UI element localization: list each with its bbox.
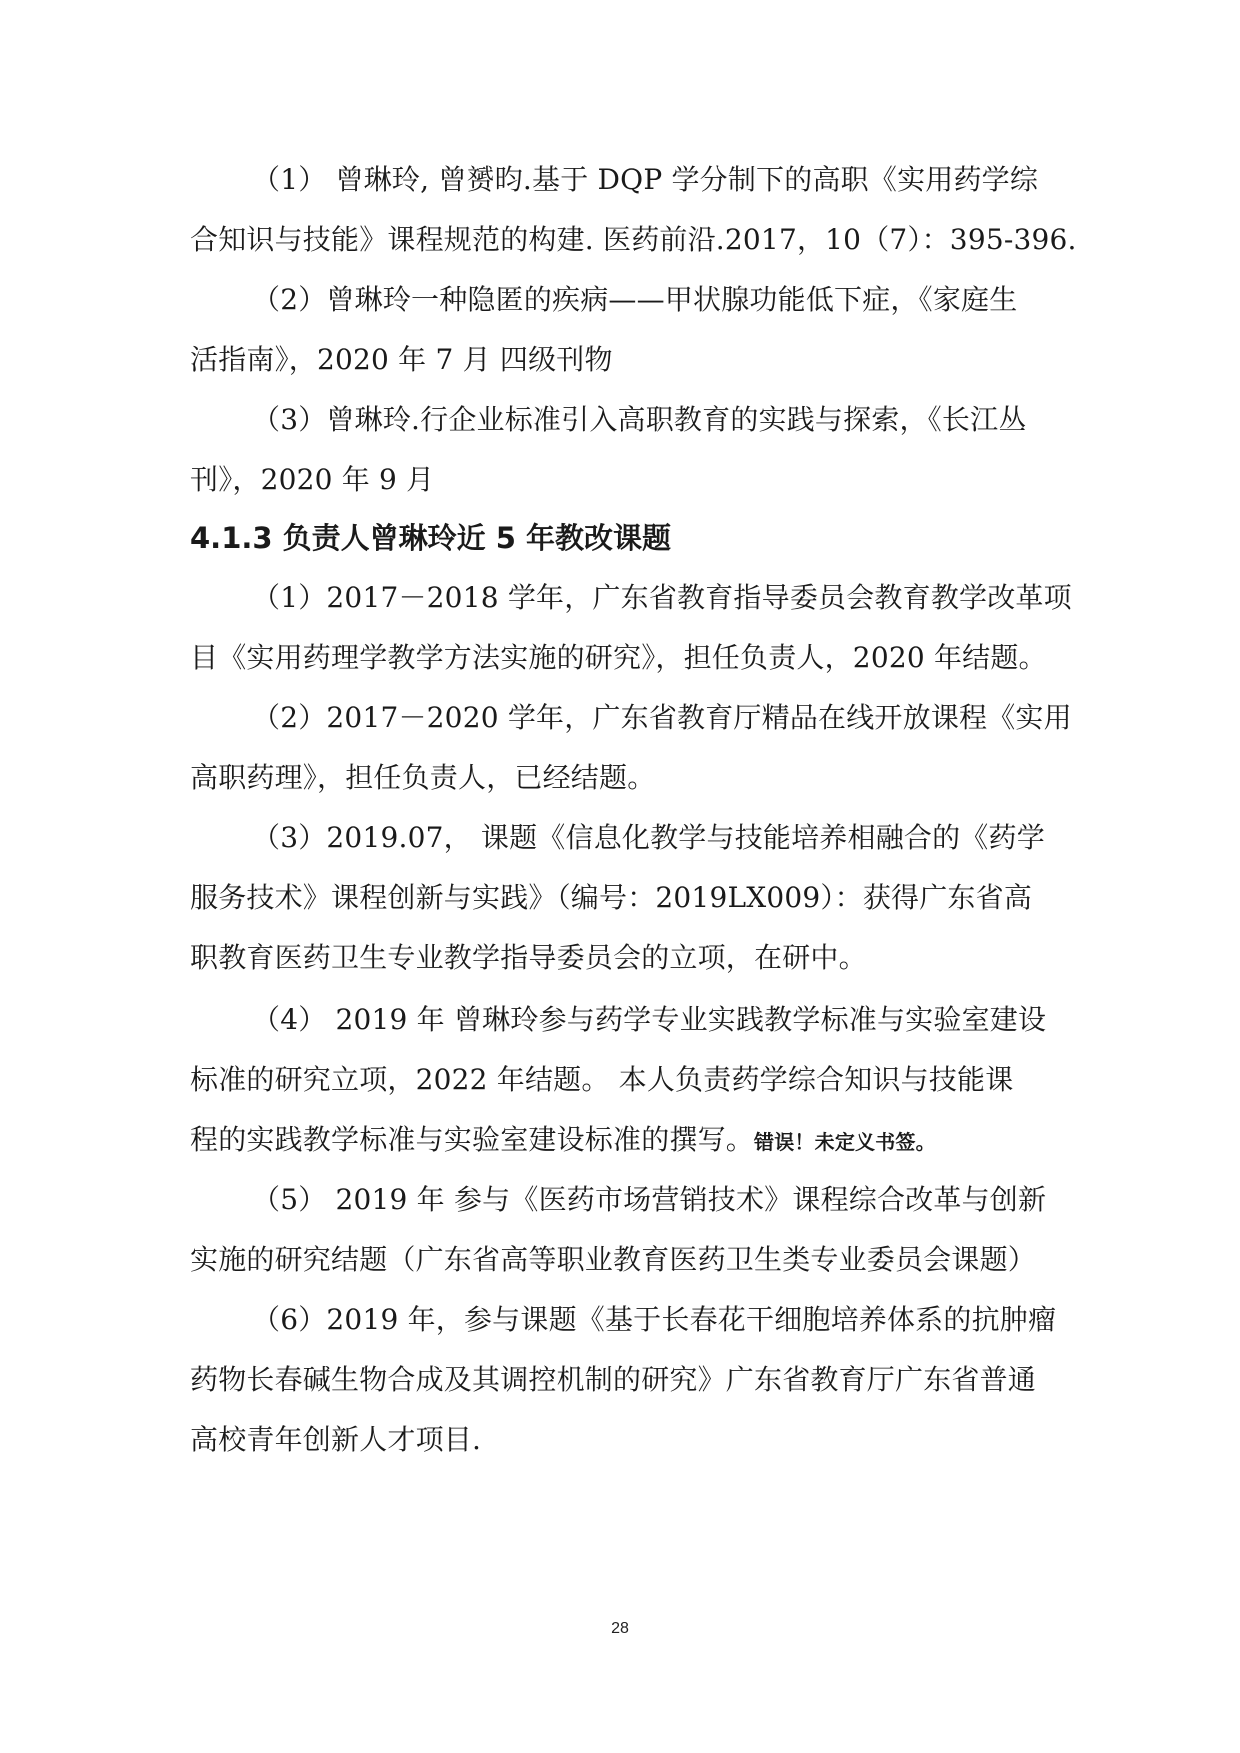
item-4-cont-2 bbox=[190, 1120, 936, 1162]
item-6-line-3: 高校青年创新人才项目. bbox=[190, 1423, 482, 1456]
section-heading: 4.1.3 负责人曾琳玲近 5 年教改课题 bbox=[190, 521, 672, 555]
item-4-line-3: 程的实践教学标准与实验室建设标准的撰写。 bbox=[190, 1123, 755, 1156]
paragraph-paper-2-cont bbox=[190, 340, 613, 380]
paper-1-line-2: 合知识与技能》课程规范的构建. 医药前沿.2017，10（7）：395-396. bbox=[190, 223, 1077, 256]
paragraph-paper-1-cont bbox=[190, 220, 1077, 260]
paragraph-paper-3-cont bbox=[190, 460, 434, 500]
item-4-line-1: （4） 2019 年 曾琳玲参与药学专业实践教学标准与实验室建设 bbox=[252, 1003, 1047, 1036]
item-1-cont bbox=[190, 638, 1047, 678]
bookmark-error-text: 错误！未定义书签。 bbox=[754, 1130, 936, 1154]
item-1 bbox=[190, 578, 1072, 618]
item-3-line-3: 职教育医药卫生专业教学指导委员会的立项，在研中。 bbox=[190, 941, 867, 974]
item-3-cont-1 bbox=[190, 878, 1032, 918]
paper-2-line-2: 活指南》，2020 年 7 月 四级刊物 bbox=[190, 343, 613, 376]
item-6-line-2: 药物长春碱生物合成及其调控机制的研究》广东省教育厅广东省普通 bbox=[190, 1363, 1037, 1396]
paragraph-paper-3 bbox=[190, 400, 1027, 440]
paper-1-line-1: （1） 曾琳玲, 曾赟昀.基于 DQP 学分制下的高职《实用药学综 bbox=[252, 163, 1039, 196]
item-1-line-2: 目《实用药理学教学方法实施的研究》，担任负责人，2020 年结题。 bbox=[190, 641, 1047, 674]
item-5-line-1: （5） 2019 年 参与《医药市场营销技术》课程综合改革与创新 bbox=[252, 1183, 1047, 1216]
item-5-line-2: 实施的研究结题（广东省高等职业教育医药卫生类专业委员会课题） bbox=[190, 1243, 1037, 1276]
item-4-line-3-wrap bbox=[190, 1120, 936, 1162]
item-2 bbox=[190, 698, 1072, 738]
paragraph-paper-2 bbox=[190, 280, 1017, 320]
item-2-cont bbox=[190, 758, 655, 798]
item-6-line-1: （6）2019 年，参与课题《基于长春花干细胞培养体系的抗肿瘤 bbox=[252, 1303, 1057, 1336]
item-5 bbox=[190, 1180, 1046, 1220]
item-4-cont-1 bbox=[190, 1060, 1013, 1100]
section-heading-block bbox=[190, 518, 671, 558]
paper-3-line-1: （3）曾琳玲.行企业标准引入高职教育的实践与探索，《长江丛 bbox=[252, 403, 1027, 436]
item-6-cont-2 bbox=[190, 1420, 481, 1460]
item-2-line-2: 高职药理》，担任负责人，已经结题。 bbox=[190, 761, 656, 794]
item-3 bbox=[190, 818, 1045, 858]
item-1-line-1: （1）2017－2018 学年，广东省教育指导委员会教育教学改革项 bbox=[252, 581, 1072, 614]
paragraph-paper-1 bbox=[190, 160, 1038, 200]
page-number: 28 bbox=[611, 1620, 629, 1637]
item-2-line-1: （2）2017－2020 学年，广东省教育厅精品在线开放课程《实用 bbox=[252, 701, 1072, 734]
item-3-line-2: 服务技术》课程创新与实践》（编号：2019LX009）：获得广东省高 bbox=[190, 881, 1033, 914]
item-3-line-1: （3）2019.07， 课题《信息化教学与技能培养相融合的《药学 bbox=[252, 821, 1045, 854]
item-5-cont bbox=[190, 1240, 1036, 1280]
item-6 bbox=[190, 1300, 1056, 1340]
paper-3-line-2: 刊》，2020 年 9 月 bbox=[190, 463, 435, 496]
item-3-cont-2 bbox=[190, 938, 867, 978]
paper-2-line-1: （2）曾琳玲一种隐匿的疾病——甲状腺功能低下症，《家庭生 bbox=[252, 283, 1018, 316]
item-4 bbox=[190, 1000, 1046, 1040]
item-6-cont-1 bbox=[190, 1360, 1036, 1400]
item-4-line-2: 标准的研究立项，2022 年结题。 本人负责药学综合知识与技能课 bbox=[190, 1063, 1014, 1096]
